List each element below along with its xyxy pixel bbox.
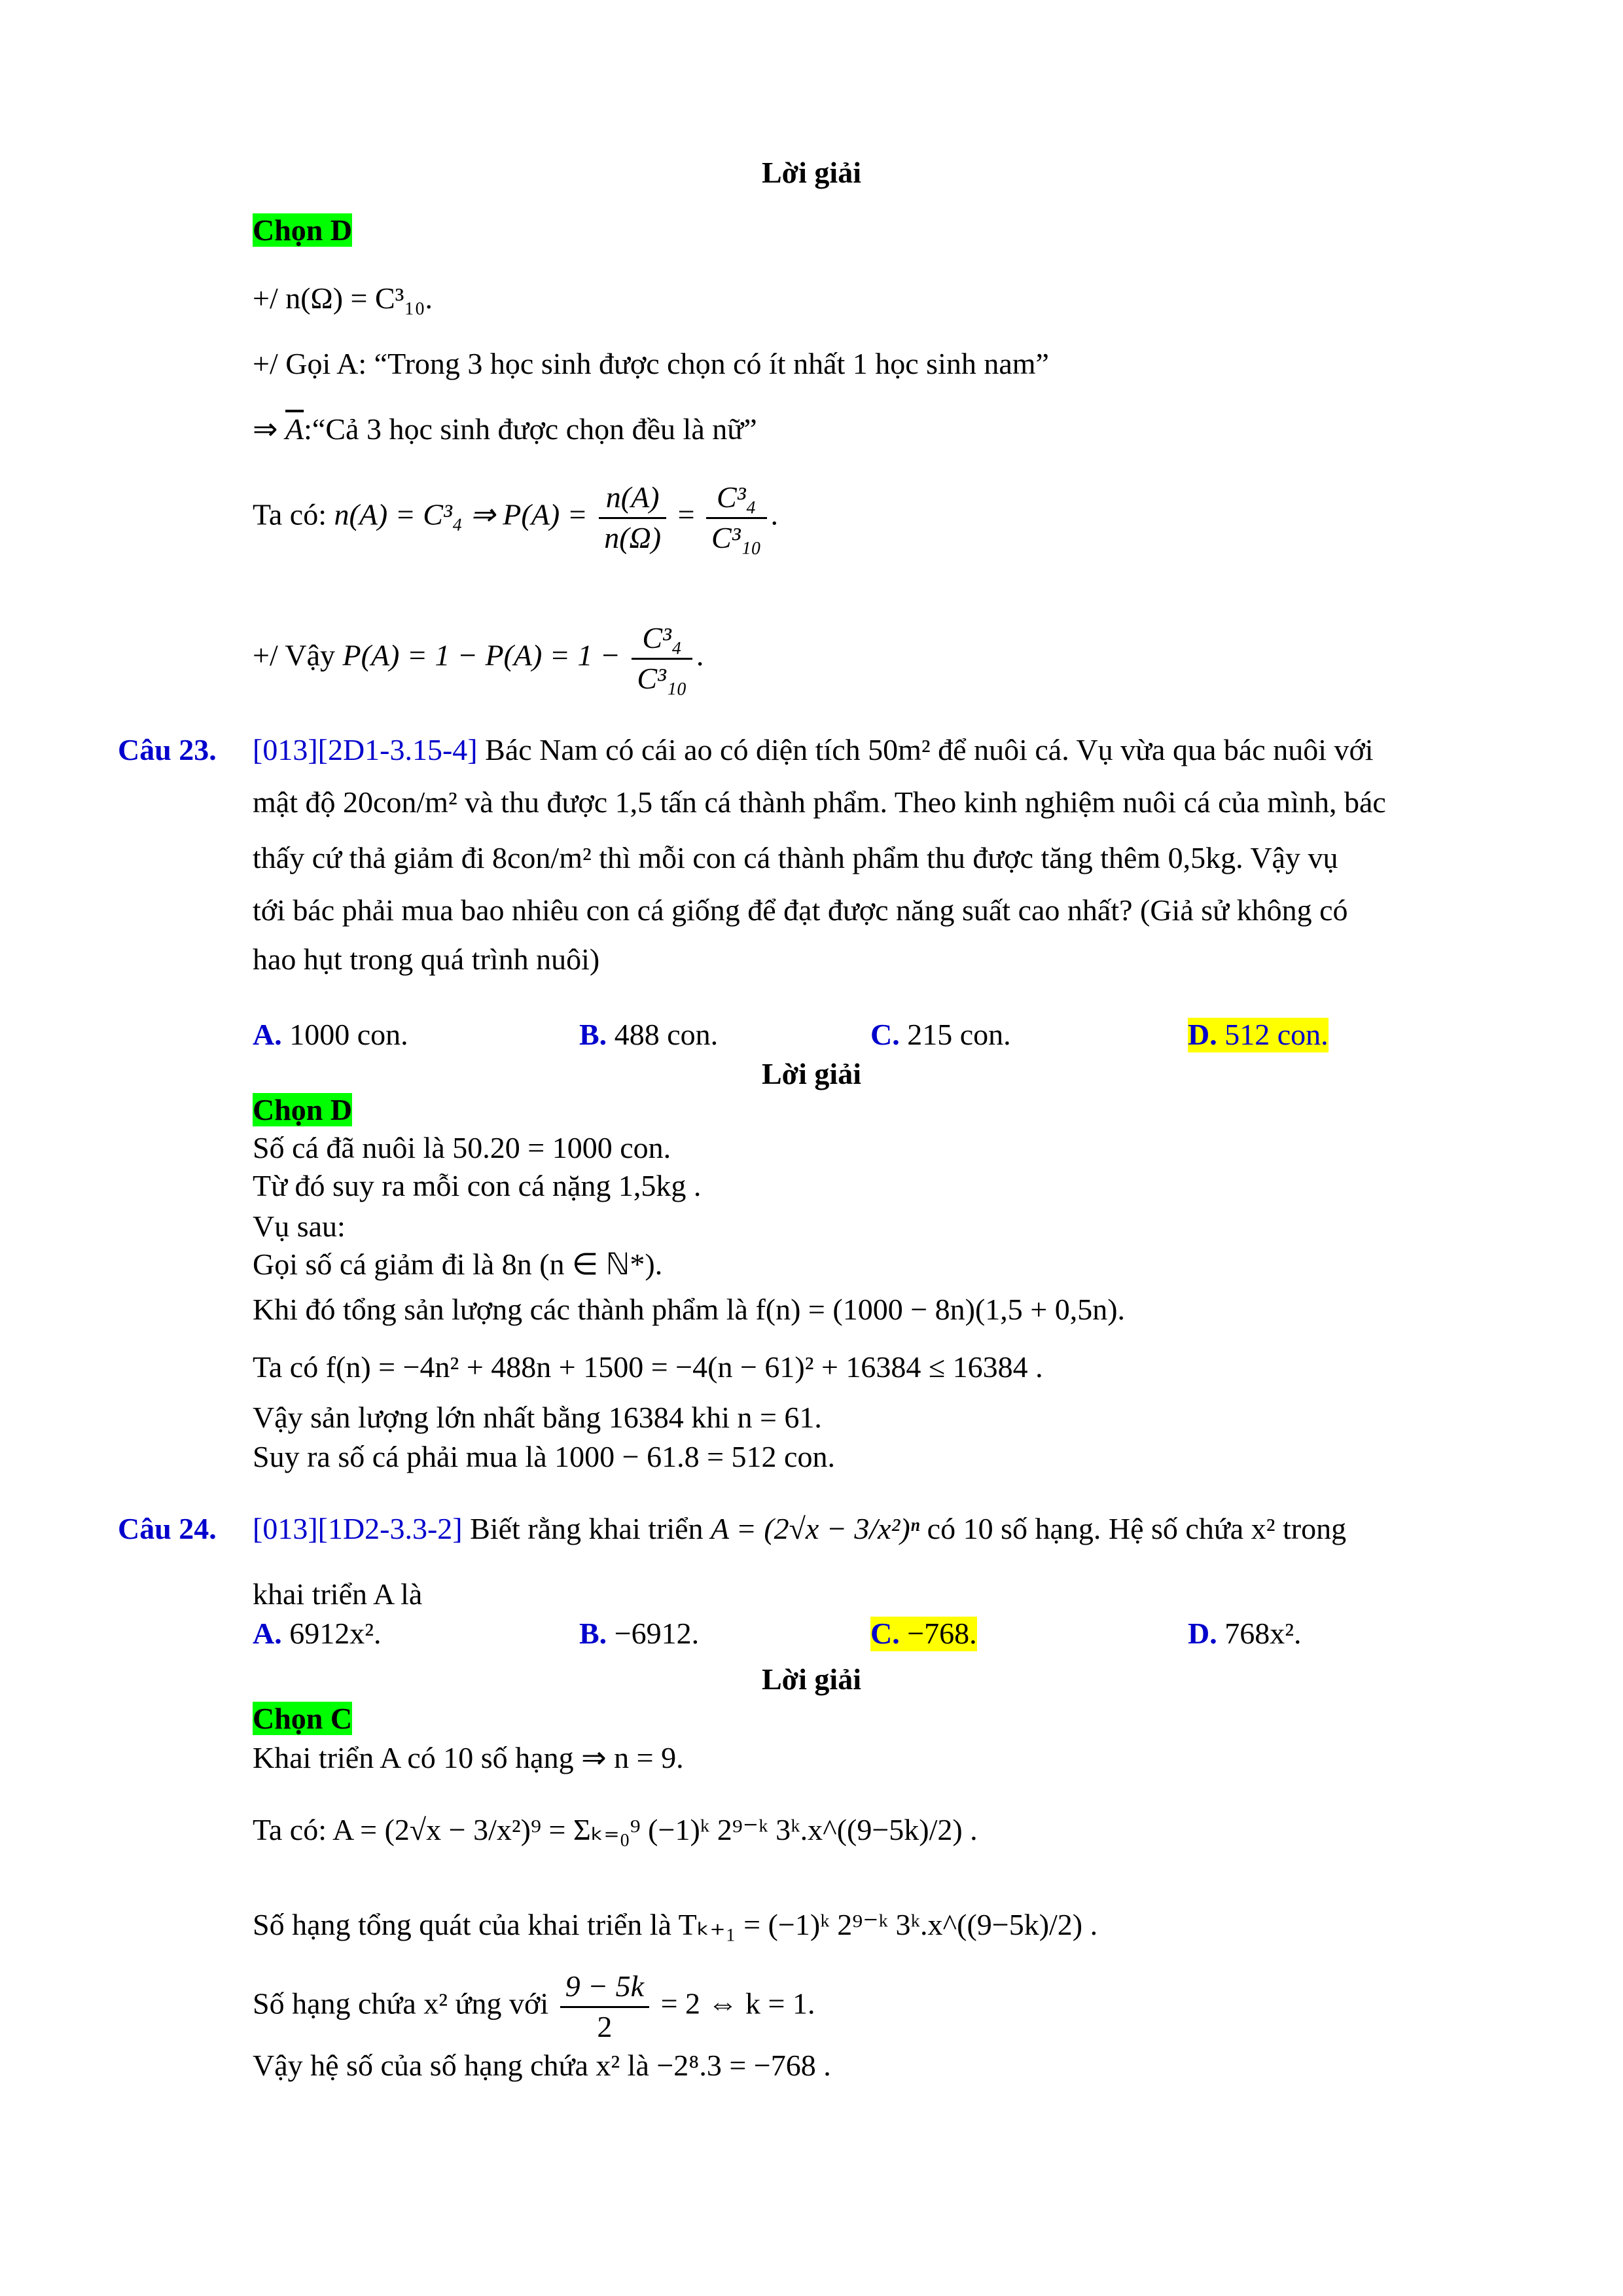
question-number: Câu 24. bbox=[118, 1512, 217, 1545]
denominator: C³₁₀ bbox=[637, 661, 687, 695]
expansion-expression: A = (2√x − 3/x²)ⁿ bbox=[711, 1512, 920, 1545]
option-letter: D. bbox=[1188, 1617, 1217, 1650]
solution-line: +/ n(Ω) = C³₁₀. bbox=[253, 281, 433, 315]
solution-line: +/ Vậy P(A) = 1 − P(A) = 1 − $\frac{\text{C³₄}}{\text{C³₁₀}}$ . bbox=[253, 621, 704, 695]
option-text: 6912x². bbox=[289, 1617, 382, 1650]
line-text: Số hạng chứa x² ứng với bbox=[253, 1986, 556, 2020]
answer-choice bbox=[253, 1093, 352, 1128]
question-text: có 10 số hạng. Hệ số chứa x² trong bbox=[919, 1512, 1347, 1545]
option-letter: A. bbox=[253, 1018, 282, 1051]
option-a bbox=[253, 1018, 408, 1052]
solution-line: Ta có: n(A) = C³₄ ⇒ P(A) = $\frac{n(A)}{n(\Omega)}$ = $\frac{\text{C³₄}}{\text{C³₁₀}}$ . bbox=[253, 480, 779, 554]
question-text: tới bác phải mua bao nhiêu con cá giống để đạt được năng suất cao nhất? (Giả sử không có bbox=[253, 893, 1348, 927]
option-text: 512 con. bbox=[1224, 1018, 1329, 1051]
choice-label: Chọn C bbox=[253, 1702, 353, 1735]
solution-heading: Lời giải bbox=[762, 156, 861, 189]
option-b bbox=[579, 1018, 718, 1052]
solution-heading: Lời giải bbox=[762, 1662, 861, 1696]
option-letter: A. bbox=[253, 1617, 282, 1650]
option-c bbox=[870, 1617, 977, 1651]
question-text: thấy cứ thả giảm đi 8con/m² thì mỗi con cá thành phẩm thu được tăng thêm 0,5kg. Vậy vụ bbox=[253, 841, 1338, 874]
line-text: +/ Vậy bbox=[253, 638, 343, 672]
line-text: Ta có: bbox=[253, 497, 334, 531]
numerator: n(A) bbox=[599, 481, 666, 519]
denominator: C³₁₀ bbox=[711, 520, 762, 554]
option-text: 768x². bbox=[1224, 1617, 1302, 1650]
question-24-line bbox=[253, 1512, 1346, 1547]
solution-line: Vụ sau: bbox=[253, 1210, 346, 1243]
option-text: 488 con. bbox=[614, 1018, 719, 1051]
denominator: n(Ω) bbox=[604, 520, 662, 554]
equals-sign: = bbox=[677, 497, 695, 531]
option-letter: B. bbox=[579, 1617, 607, 1650]
solution-line: +/ Gọi A: “Trong 3 học sinh được chọn có ít nhất 1 học sinh nam” bbox=[253, 347, 1049, 380]
question-text: Bác Nam có cái ao có diện tích 50m² để nuôi cá. Vụ vừa qua bác nuôi với bbox=[477, 733, 1374, 766]
option-d bbox=[1188, 1617, 1302, 1651]
option-d bbox=[1188, 1018, 1329, 1052]
solution-line: Suy ra số cá phải mua là 1000 − 61.8 = 512 con. bbox=[253, 1440, 835, 1473]
fraction bbox=[632, 622, 692, 695]
solution-line bbox=[253, 1970, 815, 2043]
question-text: hao hụt trong quá trình nuôi) bbox=[253, 942, 600, 976]
option-letter: C. bbox=[870, 1617, 900, 1650]
solution-line: Ta có f(n) = −4n² + 488n + 1500 = −4(n − 61)² + 16384 ≤ 16384 . bbox=[253, 1350, 1043, 1384]
formula: P(A) = 1 − P(A) = 1 − bbox=[342, 638, 620, 672]
question-text: khai triển A là bbox=[253, 1577, 423, 1611]
solution-line: Gọi số cá giảm đi là 8n (n ∈ ℕ*). bbox=[253, 1247, 663, 1281]
option-letter: D. bbox=[1188, 1018, 1217, 1051]
solution-line: Vậy hệ số của số hạng chứa x² là −2⁸.3 = −768 . bbox=[253, 2049, 831, 2082]
question-tag: [013][2D1-3.15-4] bbox=[253, 733, 478, 766]
answer-choice bbox=[253, 1702, 352, 1736]
solution-heading: Lời giải bbox=[762, 1057, 861, 1090]
line-text: = 2 ⇔ k = 1. bbox=[660, 1986, 815, 2020]
fraction bbox=[706, 481, 766, 554]
line-text: :“Cả 3 học sinh được chọn đều là nữ” bbox=[304, 412, 757, 446]
numerator: C³₄ bbox=[706, 481, 766, 519]
question-23-line bbox=[118, 733, 217, 768]
choice-label: Chọn D bbox=[253, 1093, 353, 1126]
option-letter: B. bbox=[579, 1018, 607, 1051]
solution-line: Khi đó tổng sản lượng các thành phẩm là f(n) = (1000 − 8n)(1,5 + 0,5n). bbox=[253, 1293, 1126, 1326]
solution-line: Ta có: A = (2√x − 3/x²)⁹ = Σₖ₌₀⁹ (−1)ᵏ 2⁹⁻ᵏ 3ᵏ.x^((9−5k)/2) . bbox=[253, 1813, 978, 1846]
question-text: mật độ 20con/m² và thu được 1,5 tấn cá thành phẩm. Theo kinh nghiệm nuôi cá của mình, bác bbox=[253, 785, 1386, 819]
denominator: 2 bbox=[597, 2009, 613, 2043]
question-23-line bbox=[253, 733, 1374, 768]
formula: n(A) = C³₄ ⇒ P(A) = bbox=[334, 497, 588, 531]
question-text: Biết rằng khai triển bbox=[462, 1512, 711, 1545]
solution-line: Khai triển A có 10 số hạng ⇒ n = 9. bbox=[253, 1741, 684, 1774]
fraction bbox=[599, 481, 666, 554]
option-text: −768. bbox=[907, 1617, 977, 1650]
option-c bbox=[870, 1018, 1011, 1052]
numerator: 9 − 5k bbox=[560, 1970, 649, 2008]
option-text: 1000 con. bbox=[289, 1018, 408, 1051]
solution-line: Từ đó suy ra mỗi con cá nặng 1,5kg . bbox=[253, 1169, 702, 1202]
question-number: Câu 23. bbox=[118, 733, 217, 766]
fraction bbox=[560, 1970, 649, 2043]
question-24-line bbox=[118, 1512, 217, 1547]
question-tag: [013][1D2-3.3-2] bbox=[253, 1512, 463, 1545]
option-a bbox=[253, 1617, 382, 1651]
option-text: 215 con. bbox=[907, 1018, 1011, 1051]
option-text: −6912. bbox=[614, 1617, 700, 1650]
solution-line: Số hạng tổng quát của khai triển là Tₖ₊₁ = (−1)ᵏ 2⁹⁻ᵏ 3ᵏ.x^((9−5k)/2) . bbox=[253, 1908, 1098, 1941]
implies-symbol: ⇒ bbox=[253, 412, 286, 446]
answer-choice bbox=[253, 213, 352, 248]
solution-line bbox=[253, 412, 757, 447]
option-b bbox=[579, 1617, 699, 1651]
solution-line: Số cá đã nuôi là 50.20 = 1000 con. bbox=[253, 1131, 671, 1164]
option-letter: C. bbox=[870, 1018, 900, 1051]
solution-line: Vậy sản lượng lớn nhất bằng 16384 khi n = 61. bbox=[253, 1401, 822, 1434]
numerator: C³₄ bbox=[632, 622, 692, 660]
choice-label: Chọn D bbox=[253, 213, 353, 247]
event-complement: $\overline{A}$ bbox=[285, 412, 304, 446]
